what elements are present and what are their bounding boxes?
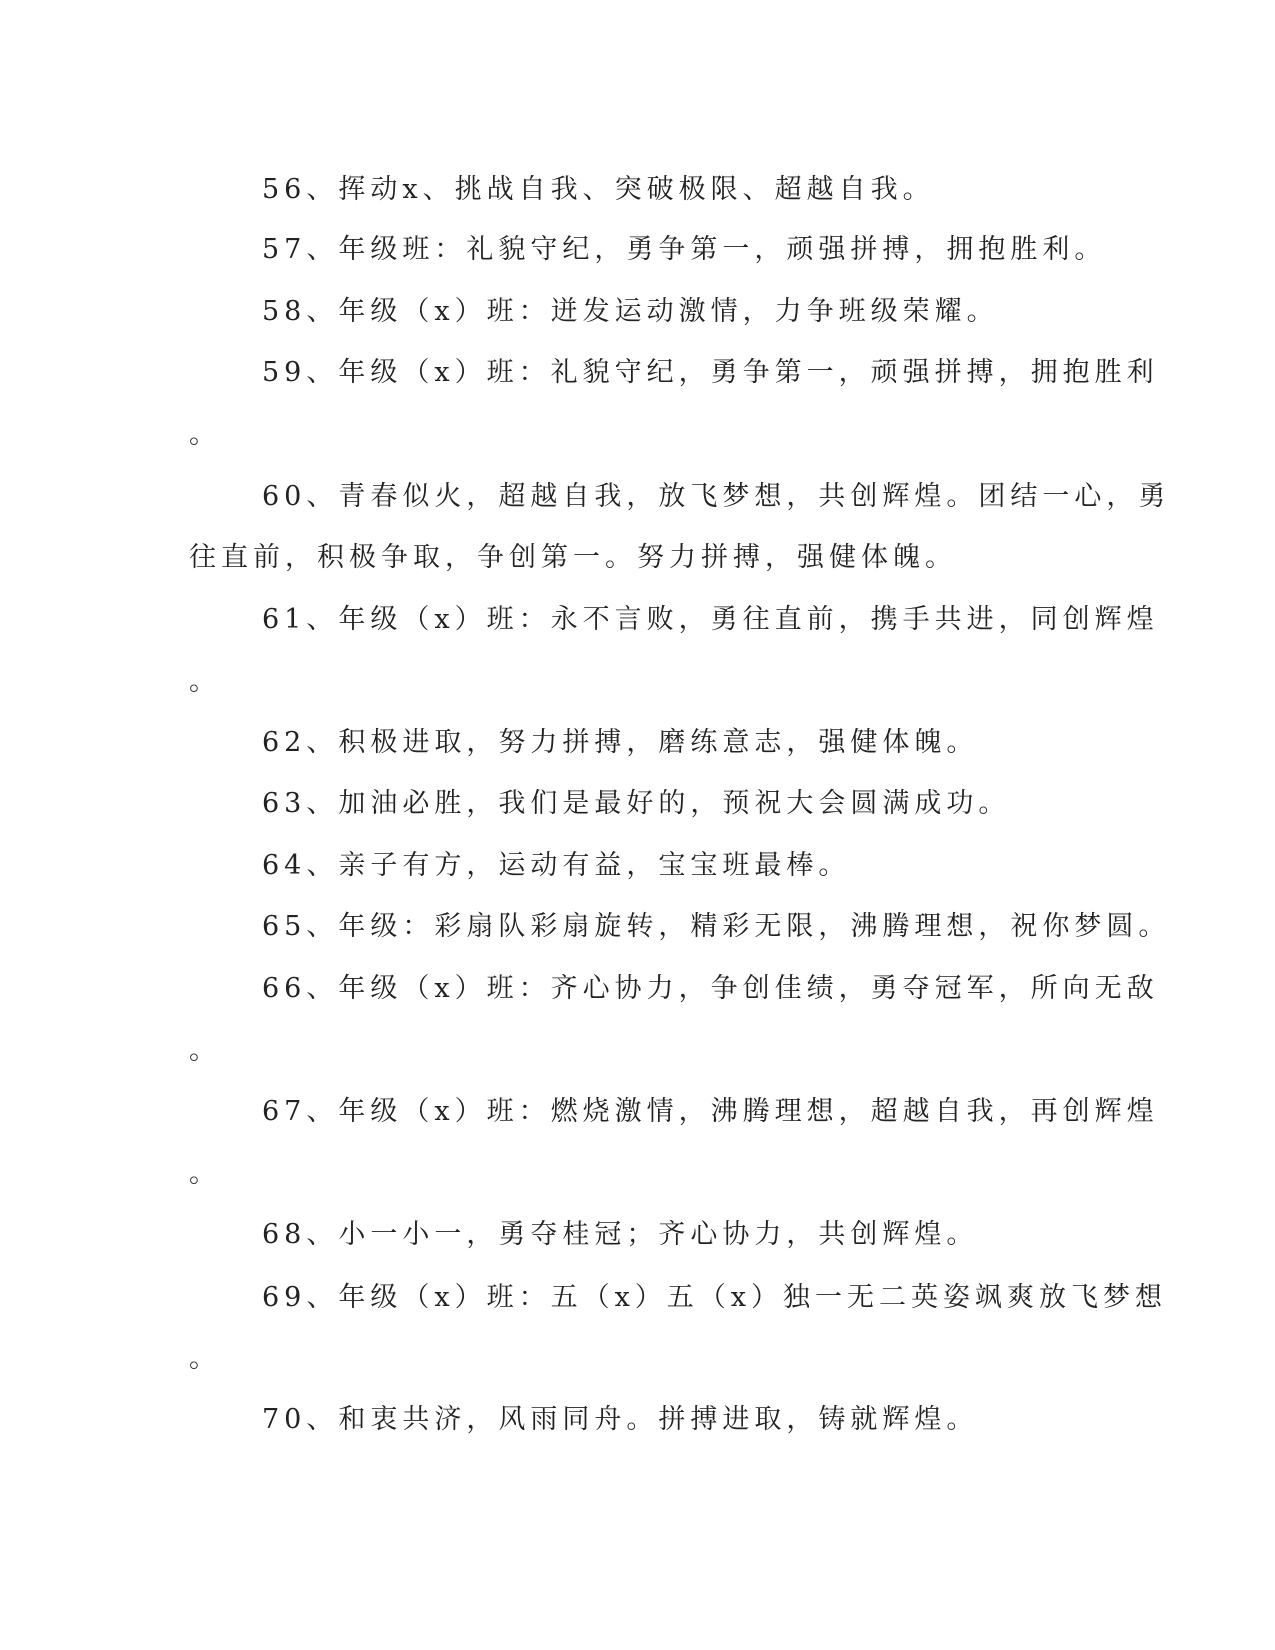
text-line-61: 61、年级（x）班：永不言败，勇往直前，携手共进，同创辉煌 <box>262 604 1159 635</box>
text-line-61-cont: 。 <box>189 666 221 697</box>
text-line-66-cont: 。 <box>189 1035 221 1066</box>
text-line-57: 57、年级班：礼貌守纪，勇争第一，顽强拼搏，拥抱胜利。 <box>262 234 1107 265</box>
text-line-59: 59、年级（x）班：礼貌守纪，勇争第一，顽强拼搏，拥抱胜利 <box>262 357 1159 388</box>
text-line-63: 63、加油必胜，我们是最好的，预祝大会圆满成功。 <box>262 788 1011 819</box>
text-line-67: 67、年级（x）班：燃烧激情，沸腾理想，超越自我，再创辉煌 <box>262 1096 1159 1127</box>
text-line-60-cont: 往直前，积极争取，争创第一。努力拼搏，强健体魄。 <box>189 542 957 573</box>
text-line-60: 60、青春似火，超越自我，放飞梦想，共创辉煌。团结一心，勇 <box>262 481 1171 512</box>
text-line-58: 58、年级（x）班：迸发运动激情，力争班级荣耀。 <box>262 296 999 327</box>
text-line-69: 69、年级（x）班：五（x）五（x）独一无二英姿飒爽放飞梦想 <box>262 1282 1168 1313</box>
text-line-70: 70、和衷共济，风雨同舟。拼搏进取，铸就辉煌。 <box>262 1404 979 1435</box>
text-line-64: 64、亲子有方，运动有益，宝宝班最棒。 <box>262 850 851 881</box>
text-line-56: 56、挥动x、挑战自我、突破极限、超越自我。 <box>262 174 935 205</box>
text-line-68: 68、小一小一，勇夺桂冠；齐心协力，共创辉煌。 <box>262 1219 979 1250</box>
text-line-66: 66、年级（x）班：齐心协力，争创佳绩，勇夺冠军，所向无敌 <box>262 973 1159 1004</box>
text-line-59-cont: 。 <box>189 419 221 450</box>
text-line-62: 62、积极进取，努力拼搏，磨练意志，强健体魄。 <box>262 727 979 758</box>
text-line-69-cont: 。 <box>189 1343 221 1374</box>
text-line-65: 65、年级：彩扇队彩扇旋转，精彩无限，沸腾理想，祝你梦圆。 <box>262 911 1171 942</box>
text-line-67-cont: 。 <box>189 1158 221 1189</box>
